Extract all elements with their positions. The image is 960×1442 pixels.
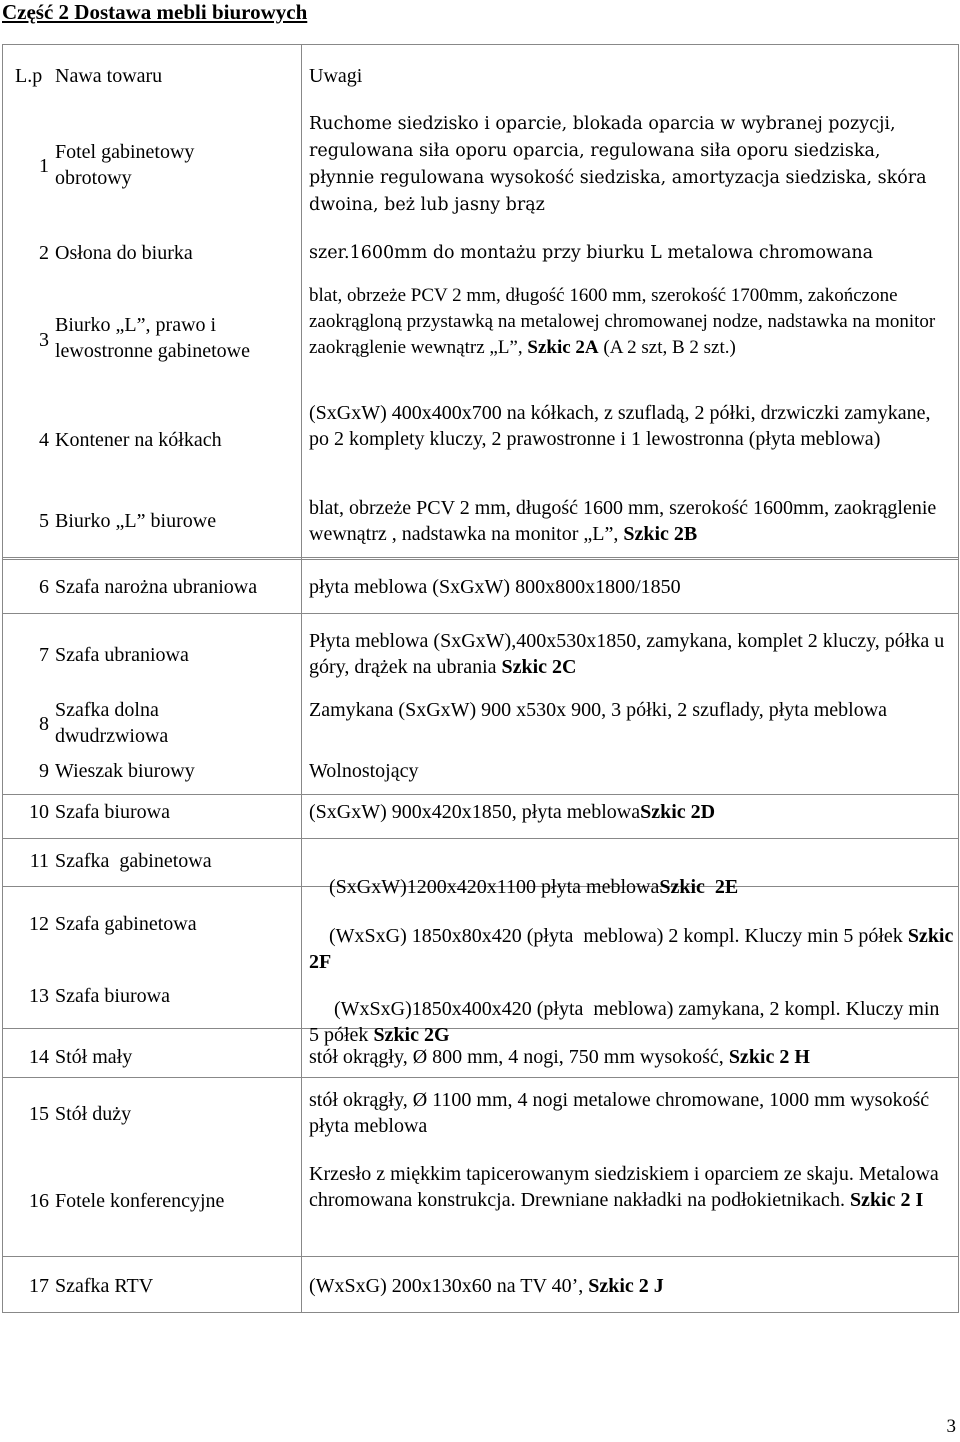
row-17-sketch-ref: Szkic 2 J — [588, 1275, 664, 1297]
row-16-lp: 16 — [29, 1190, 49, 1212]
header-notes: Uwagi — [309, 65, 363, 87]
row-7-notes — [309, 628, 954, 680]
row-3-notes-tail: (A 2 szt, B 2 szt.) — [598, 337, 736, 358]
row-5-notes-text: blat, obrzeże PCV 2 mm, długość 1600 mm, szerokość 1600mm, zaokrąglenie wewnątrz , nadstawka na monitor „L”, — [309, 497, 937, 545]
row-12-lp: 12 — [29, 913, 49, 935]
row-15-lp: 15 — [29, 1103, 49, 1125]
page-title: Część 2 Dostawa mebli biurowych — [2, 0, 308, 24]
row-13-lp: 13 — [29, 985, 49, 1007]
row-10-lp: 10 — [29, 801, 49, 823]
row-10-name: Szafa biurowa — [55, 801, 170, 823]
row-5-sketch-ref: Szkic 2B — [623, 523, 698, 545]
row-6-lp: 6 — [39, 576, 49, 598]
row-5-notes — [309, 495, 954, 547]
row-7-sketch-ref: Szkic 2C — [501, 656, 577, 678]
row-17-notes-text: (WxSxG) 200x130x60 na TV 40’, — [309, 1275, 589, 1297]
row-1-notes: Ruchome siedzisko i oparcie, blokada oparcia w wybranej pozycji, regulowana siła oporu oparcia, regulowana siła oporu siedziska, płynnie regulowana wysokość siedziska, amortyzacja siedziska, skóra dwoina, beż lub jasny brąz — [309, 114, 927, 215]
row-14-lp: 14 — [29, 1046, 49, 1068]
row-5-lp: 5 — [39, 510, 49, 532]
row-14-notes-text: stół okrągły, Ø 800 mm, 4 nogi, 750 mm wysokość, — [309, 1046, 729, 1068]
row-16-sketch-ref: Szkic 2 I — [849, 1189, 924, 1211]
row-13-sketch-ref: Szkic 2G — [373, 1024, 450, 1046]
row-7-notes-text: Płyta meblowa (SxGxW),400x530x1850, zamykana, komplet 2 kluczy, półka u góry, drążek na ubrania — [309, 630, 945, 678]
row-12-sketch-ref: Szkic 2F — [309, 925, 959, 973]
row-2-notes: szer.1600mm do montażu przy biurku L metalowa chromowana — [309, 243, 874, 263]
row-8-lp: 8 — [39, 713, 49, 735]
row-9-notes: Wolnostojący — [309, 760, 419, 782]
row-3-name: Biurko „L”, prawo i lewostronne gabinetowe — [55, 314, 250, 362]
furniture-table-1 — [2, 44, 959, 560]
row-16-notes — [309, 1161, 954, 1213]
row-12-name: Szafa gabinetowa — [55, 913, 197, 935]
row-4-notes: (SxGxW) 400x400x700 na kółkach, z szufladą, 2 półki, drzwiczki zamykane, po 2 komplety kluczy, 2 prawostronne i 1 lewostronna (płyta meblowa) — [309, 402, 931, 450]
row-3-notes — [309, 283, 954, 361]
row-16-name: Fotele konferencyjne — [55, 1190, 225, 1212]
row-14-name: Stół mały — [55, 1046, 133, 1068]
row-1-lp: 1 — [39, 155, 49, 177]
row-7-name: Szafa ubraniowa — [55, 644, 189, 666]
row-8-notes: Zamykana (SxGxW) 900 x530x 900, 3 półki, 2 szuflady, płyta meblowa — [309, 699, 888, 721]
row-5-name: Biurko „L” biurowe — [55, 510, 217, 532]
row-10-sketch-ref: Szkic 2D — [640, 801, 716, 823]
row-8-name: Szafka dolna dwudrzwiowa — [55, 699, 169, 747]
row-4-lp: 4 — [39, 429, 49, 451]
page-number: 3 — [946, 1416, 956, 1437]
row-3-sketch-ref: Szkic 2A — [527, 337, 599, 358]
row-10-notes-text: (SxGxW) 900x420x1850, płyta meblowa — [309, 801, 641, 823]
row-3-notes-text: blat, obrzeże PCV 2 mm, długość 1600 mm, szerokość 1700mm, zakończone zaokrągloną przystawką na metalowej chromowanej nodze, nadstawka na monitor zaokrąglenie wewnątrz „L”, — [309, 285, 936, 358]
row-6-notes: płyta meblowa (SxGxW) 800x800x1800/1850 — [309, 576, 681, 598]
row-13-name: Szafa biurowa — [55, 985, 170, 1007]
row-7-lp: 7 — [39, 644, 49, 666]
row-11-notes-text: (SxGxW)1200x420x1100 płyta meblowa — [329, 876, 660, 898]
row-9-lp: 9 — [39, 760, 49, 782]
row-14-notes — [309, 1044, 954, 1070]
row-2-name: Osłona do biurka — [55, 242, 193, 264]
row-12-notes-text: (WxSxG) 1850x80x420 (płyta meblowa) 2 kompl. Kluczy min 5 półek — [329, 925, 908, 947]
furniture-table-2 — [2, 557, 959, 1313]
row-13-notes-text: (WxSxG)1850x400x420 (płyta meblowa) zamykana, 2 kompl. Kluczy min 5 półek — [309, 998, 945, 1046]
header-lp: L.p — [15, 65, 43, 87]
row-11-sketch-ref: Szkic 2E — [659, 876, 739, 898]
row-6-name: Szafa narożna ubraniowa — [55, 576, 258, 598]
row-15-name: Stół duży — [55, 1103, 132, 1125]
row-17-lp: 17 — [29, 1275, 49, 1297]
row-1-name: Fotel gabinetowy obrotowy — [55, 141, 195, 189]
row-16-notes-text: Krzesło z miękkim tapicerowanym siedziskiem i oparciem ze skaju. Metalowa chromowana konstrukcja. Drewniane nakładki na podłokietnikach. — [309, 1163, 939, 1211]
row-10-notes — [309, 799, 954, 825]
row-17-notes — [309, 1273, 954, 1299]
row-11-lp: 11 — [29, 850, 49, 872]
row-2-lp: 2 — [39, 242, 49, 264]
row-9-name: Wieszak biurowy — [55, 760, 195, 782]
row-11-name: Szafka gabinetowa — [55, 850, 212, 872]
row-3-lp: 3 — [39, 329, 49, 351]
row-14-sketch-ref: Szkic 2 H — [728, 1046, 810, 1068]
row-17-name: Szafka RTV — [55, 1275, 154, 1297]
header-name: Nawa towaru — [55, 65, 163, 87]
row-15-notes: stół okrągły, Ø 1100 mm, 4 nogi metalowe chromowane, 1000 mm wysokość płyta meblowa — [309, 1089, 930, 1137]
row-4-name: Kontener na kółkach — [55, 429, 222, 451]
